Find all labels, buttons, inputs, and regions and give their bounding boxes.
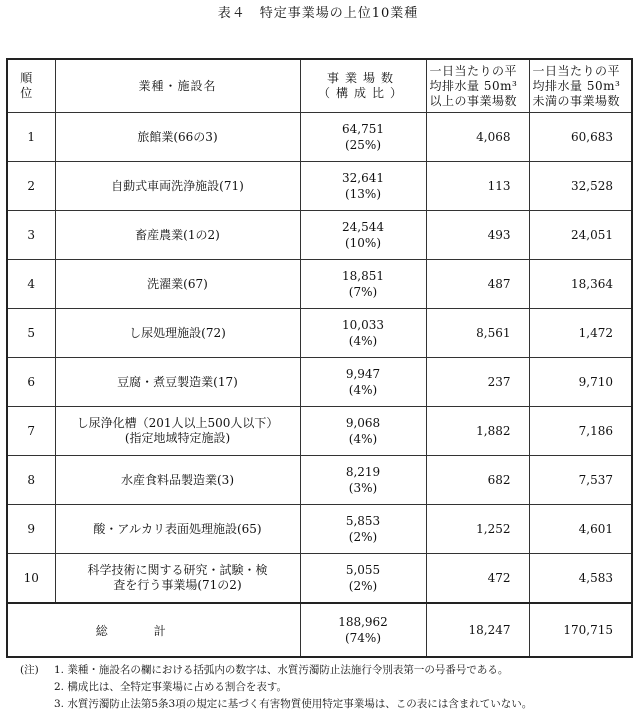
name-cell [55, 456, 300, 505]
rank-cell: 9 [7, 505, 55, 554]
ratio-value: (2%) [348, 530, 378, 544]
ratio-value: (25%) [344, 138, 382, 152]
count-cell [300, 505, 426, 554]
rank-cell: 3 [7, 211, 55, 260]
under-50-cell: 18,364 [529, 260, 632, 309]
count-value: 9,947 [345, 367, 381, 381]
note-text: 1. 業種・施設名の欄における括弧内の数字は、水質汚濁防止法施行令別表第一の号番号である。 [54, 664, 509, 676]
header-over-50 [426, 59, 529, 113]
name-cell [55, 358, 300, 407]
count-value: 64,751 [342, 122, 384, 136]
over-50-cell: 487 [426, 260, 529, 309]
rank-cell: 5 [7, 309, 55, 358]
header-under-line2: 均排水量 50m³ [532, 78, 621, 93]
over-50-cell: 4,068 [426, 113, 529, 162]
count-value: 24,544 [342, 220, 384, 234]
total-count: 188,962 [338, 615, 388, 629]
count-value: 5,853 [345, 514, 381, 528]
table-row [7, 456, 632, 505]
over-50-cell: 1,882 [426, 407, 529, 456]
rank-cell: 1 [7, 113, 55, 162]
header-count-sub: （構成比） [317, 86, 408, 100]
table-row [7, 407, 632, 456]
ratio-value: (4%) [348, 383, 378, 397]
name-line1: 自動式車両洗浄施設(71) [111, 178, 244, 193]
count-cell [300, 456, 426, 505]
total-count-cell [300, 603, 426, 657]
count-cell [300, 309, 426, 358]
note-item [20, 679, 630, 696]
header-row [7, 59, 632, 113]
ratio-value: (10%) [344, 236, 382, 250]
table-row [7, 554, 632, 604]
note-text: 3. 水質汚濁防止法第5条3項の規定に基づく有害物質使用特定事業場は、この表には含まれていない。 [54, 698, 533, 710]
rank-cell: 7 [7, 407, 55, 456]
count-cell [300, 260, 426, 309]
total-over-50: 18,247 [426, 603, 529, 657]
name-cell [55, 113, 300, 162]
over-50-cell: 113 [426, 162, 529, 211]
header-over-line1: 一日当たりの平 [429, 63, 518, 78]
name-cell [55, 211, 300, 260]
header-name: 業種・施設名 [55, 59, 300, 113]
name-line1: 水産食料品製造業(3) [121, 472, 234, 487]
ratio-value: (4%) [348, 432, 378, 446]
name-line1: 豆腐・煮豆製造業(17) [117, 374, 238, 389]
count-value: 9,068 [345, 416, 381, 430]
name-line1: 旅館業(66の3) [137, 129, 218, 144]
count-value: 10,033 [342, 318, 384, 332]
total-under-50: 170,715 [529, 603, 632, 657]
under-50-cell: 4,583 [529, 554, 632, 604]
count-value: 8,219 [345, 465, 381, 479]
under-50-cell: 7,537 [529, 456, 632, 505]
header-under-line3: 未満の事業場数 [532, 93, 621, 108]
ratio-value: (4%) [348, 334, 378, 348]
over-50-cell: 8,561 [426, 309, 529, 358]
name-line1: し尿処理施設(72) [129, 325, 226, 340]
name-line2: 査を行う事業場(71の2) [113, 578, 242, 592]
count-cell [300, 407, 426, 456]
over-50-cell: 472 [426, 554, 529, 604]
count-cell [300, 162, 426, 211]
rank-cell: 4 [7, 260, 55, 309]
over-50-cell: 1,252 [426, 505, 529, 554]
note-item [20, 662, 630, 679]
name-line2: (指定地域特定施設) [124, 431, 231, 445]
name-cell [55, 554, 300, 604]
total-ratio: (74%) [344, 631, 382, 645]
under-50-cell: 1,472 [529, 309, 632, 358]
under-50-cell: 7,186 [529, 407, 632, 456]
table-notes [20, 662, 630, 713]
under-50-cell: 32,528 [529, 162, 632, 211]
total-label: 総計 [7, 603, 300, 657]
under-50-cell: 60,683 [529, 113, 632, 162]
table-row [7, 162, 632, 211]
header-over-line3: 以上の事業場数 [429, 93, 518, 108]
table-row [7, 260, 632, 309]
table-row [7, 113, 632, 162]
rank-cell: 6 [7, 358, 55, 407]
table-row [7, 358, 632, 407]
under-50-cell: 9,710 [529, 358, 632, 407]
count-cell [300, 554, 426, 604]
ratio-value: (7%) [348, 285, 378, 299]
ratio-value: (2%) [348, 579, 378, 593]
total-row [7, 603, 632, 657]
name-line1: し尿浄化槽（201人以上500人以下） [76, 416, 279, 430]
note-item [20, 696, 630, 713]
name-cell [55, 162, 300, 211]
under-50-cell: 24,051 [529, 211, 632, 260]
header-under-50 [529, 59, 632, 113]
name-line1: 畜産農業(1の2) [135, 227, 220, 242]
header-over-line2: 均排水量 50m³ [429, 78, 518, 93]
name-line1: 洗濯業(67) [147, 276, 208, 291]
header-count-label: 事業場数 [326, 71, 399, 85]
rank-cell: 10 [7, 554, 55, 604]
table-title: 表４ 特定事業場の上位10業種 [217, 6, 419, 21]
over-50-cell: 682 [426, 456, 529, 505]
header-count [300, 59, 426, 113]
count-value: 32,641 [342, 171, 384, 185]
count-value: 18,851 [342, 269, 384, 283]
over-50-cell: 237 [426, 358, 529, 407]
count-cell [300, 113, 426, 162]
over-50-cell: 493 [426, 211, 529, 260]
name-cell [55, 260, 300, 309]
name-cell [55, 505, 300, 554]
rank-cell: 2 [7, 162, 55, 211]
header-rank: 順 位 [7, 59, 55, 113]
name-line1: 酸・アルカリ表面処理施設(65) [93, 521, 262, 536]
name-cell [55, 407, 300, 456]
name-line1: 科学技術に関する研究・試験・検 [87, 563, 268, 577]
rank-cell: 8 [7, 456, 55, 505]
ratio-value: (13%) [344, 187, 382, 201]
name-cell [55, 309, 300, 358]
header-under-line1: 一日当たりの平 [532, 63, 621, 78]
industry-ranking-table [6, 58, 633, 658]
count-value: 5,055 [345, 563, 381, 577]
under-50-cell: 4,601 [529, 505, 632, 554]
notes-lead: (注) [20, 664, 39, 676]
table-row [7, 505, 632, 554]
ratio-value: (3%) [348, 481, 378, 495]
table-row [7, 211, 632, 260]
note-text: 2. 構成比は、全特定事業場に占める割合を表す。 [54, 681, 288, 693]
table-row [7, 309, 632, 358]
count-cell [300, 211, 426, 260]
count-cell [300, 358, 426, 407]
